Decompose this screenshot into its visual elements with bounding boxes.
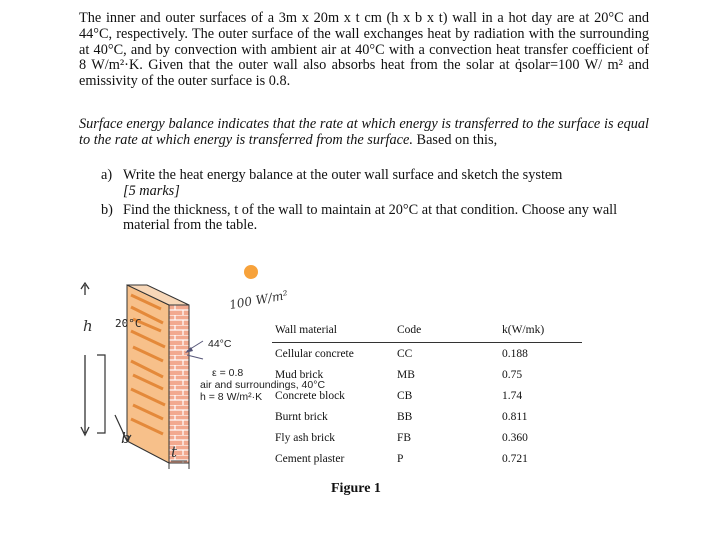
inner-temp-label: 20°C [115,317,142,330]
materials-table [272,318,582,469]
header-material: Wall material [272,318,393,343]
energy-balance-tail: Based on this, [412,131,498,148]
figure-caption: Figure 1 [331,481,381,496]
hand-t-label: t [171,443,178,461]
question-label: a) [101,167,113,183]
cell-code: MB [397,368,415,381]
cell-material: Cement plaster [275,452,345,465]
question-text: Write the heat energy balance at the outer wall surface and sketch the system [123,167,563,183]
table-row [272,364,582,385]
energy-balance-italic: Surface energy balance indicates that the rate at which energy is transferred to the surface is equal to the rate at which energy is transferred from the surface. [79,116,649,148]
solar-flux-label: 100 W/m² [228,287,290,313]
cell-code: CB [397,389,413,402]
energy-balance-note [79,117,649,149]
emissivity-label: ε = 0.8 [212,367,244,379]
table-row [272,427,582,448]
cell-code: CC [397,347,413,360]
table-row [272,385,582,406]
cell-material: Mud brick [275,368,324,381]
question-text: Find the thickness, t of the wall to maintain at 20°C at that condition. Choose any wall material from the table. [123,201,618,234]
outer-temp-label: 44°C [208,338,232,350]
cell-material: Fly ash brick [275,431,336,444]
h-coefficient-label: h = 8 W/m²·K [200,391,263,403]
cell-material: Burnt brick [275,410,328,423]
wall-side-face [127,285,169,463]
cell-k: 0.721 [502,452,528,465]
question-list [101,168,649,237]
cell-k: 0.75 [502,368,523,381]
question-b [101,203,649,235]
height-arrow [81,283,89,435]
question-label: b) [101,201,113,218]
sun-icon [244,265,258,279]
cell-k: 1.74 [502,389,523,402]
cell-k: 0.811 [502,410,528,423]
height-bracket [97,355,105,433]
table-row [272,343,582,365]
hand-h-label: h [83,317,93,335]
question-a [101,168,649,200]
problem-statement: The inner and outer surfaces of a 3m x 20m x t cm (h x b x t) wall in a hot day are at 20°C and 44°C, respectively. The outer surface of the wall exchanges heat by radiation with the surrounding at 40°C, and by convection with ambient air at 40°C with a convection heat transfer coefficient of 8 W/m²·K. Given that the outer wall also absorbs heat from the solar at q̇solar=100 W/ m² and emissivity of the outer surface is 0.8. [79,10,649,90]
air-label: air and surroundings, 40°C [200,379,326,391]
cell-k: 0.188 [502,347,528,360]
header-code: Code [393,318,499,343]
hand-b-label: b [121,429,131,447]
cell-code: FB [397,431,412,444]
table-header-row [272,318,582,343]
wall-brick-face [169,305,189,463]
cell-k: 0.360 [502,431,528,444]
cell-material: Cellular concrete [275,347,354,360]
cell-code: BB [397,410,413,423]
question-marks: [5 marks] [123,182,180,199]
table-row [272,406,582,427]
header-k: k(W/mk) [499,318,582,343]
cell-material: Concrete block [275,389,345,402]
cell-code: P [397,452,404,465]
table-row [272,448,582,469]
